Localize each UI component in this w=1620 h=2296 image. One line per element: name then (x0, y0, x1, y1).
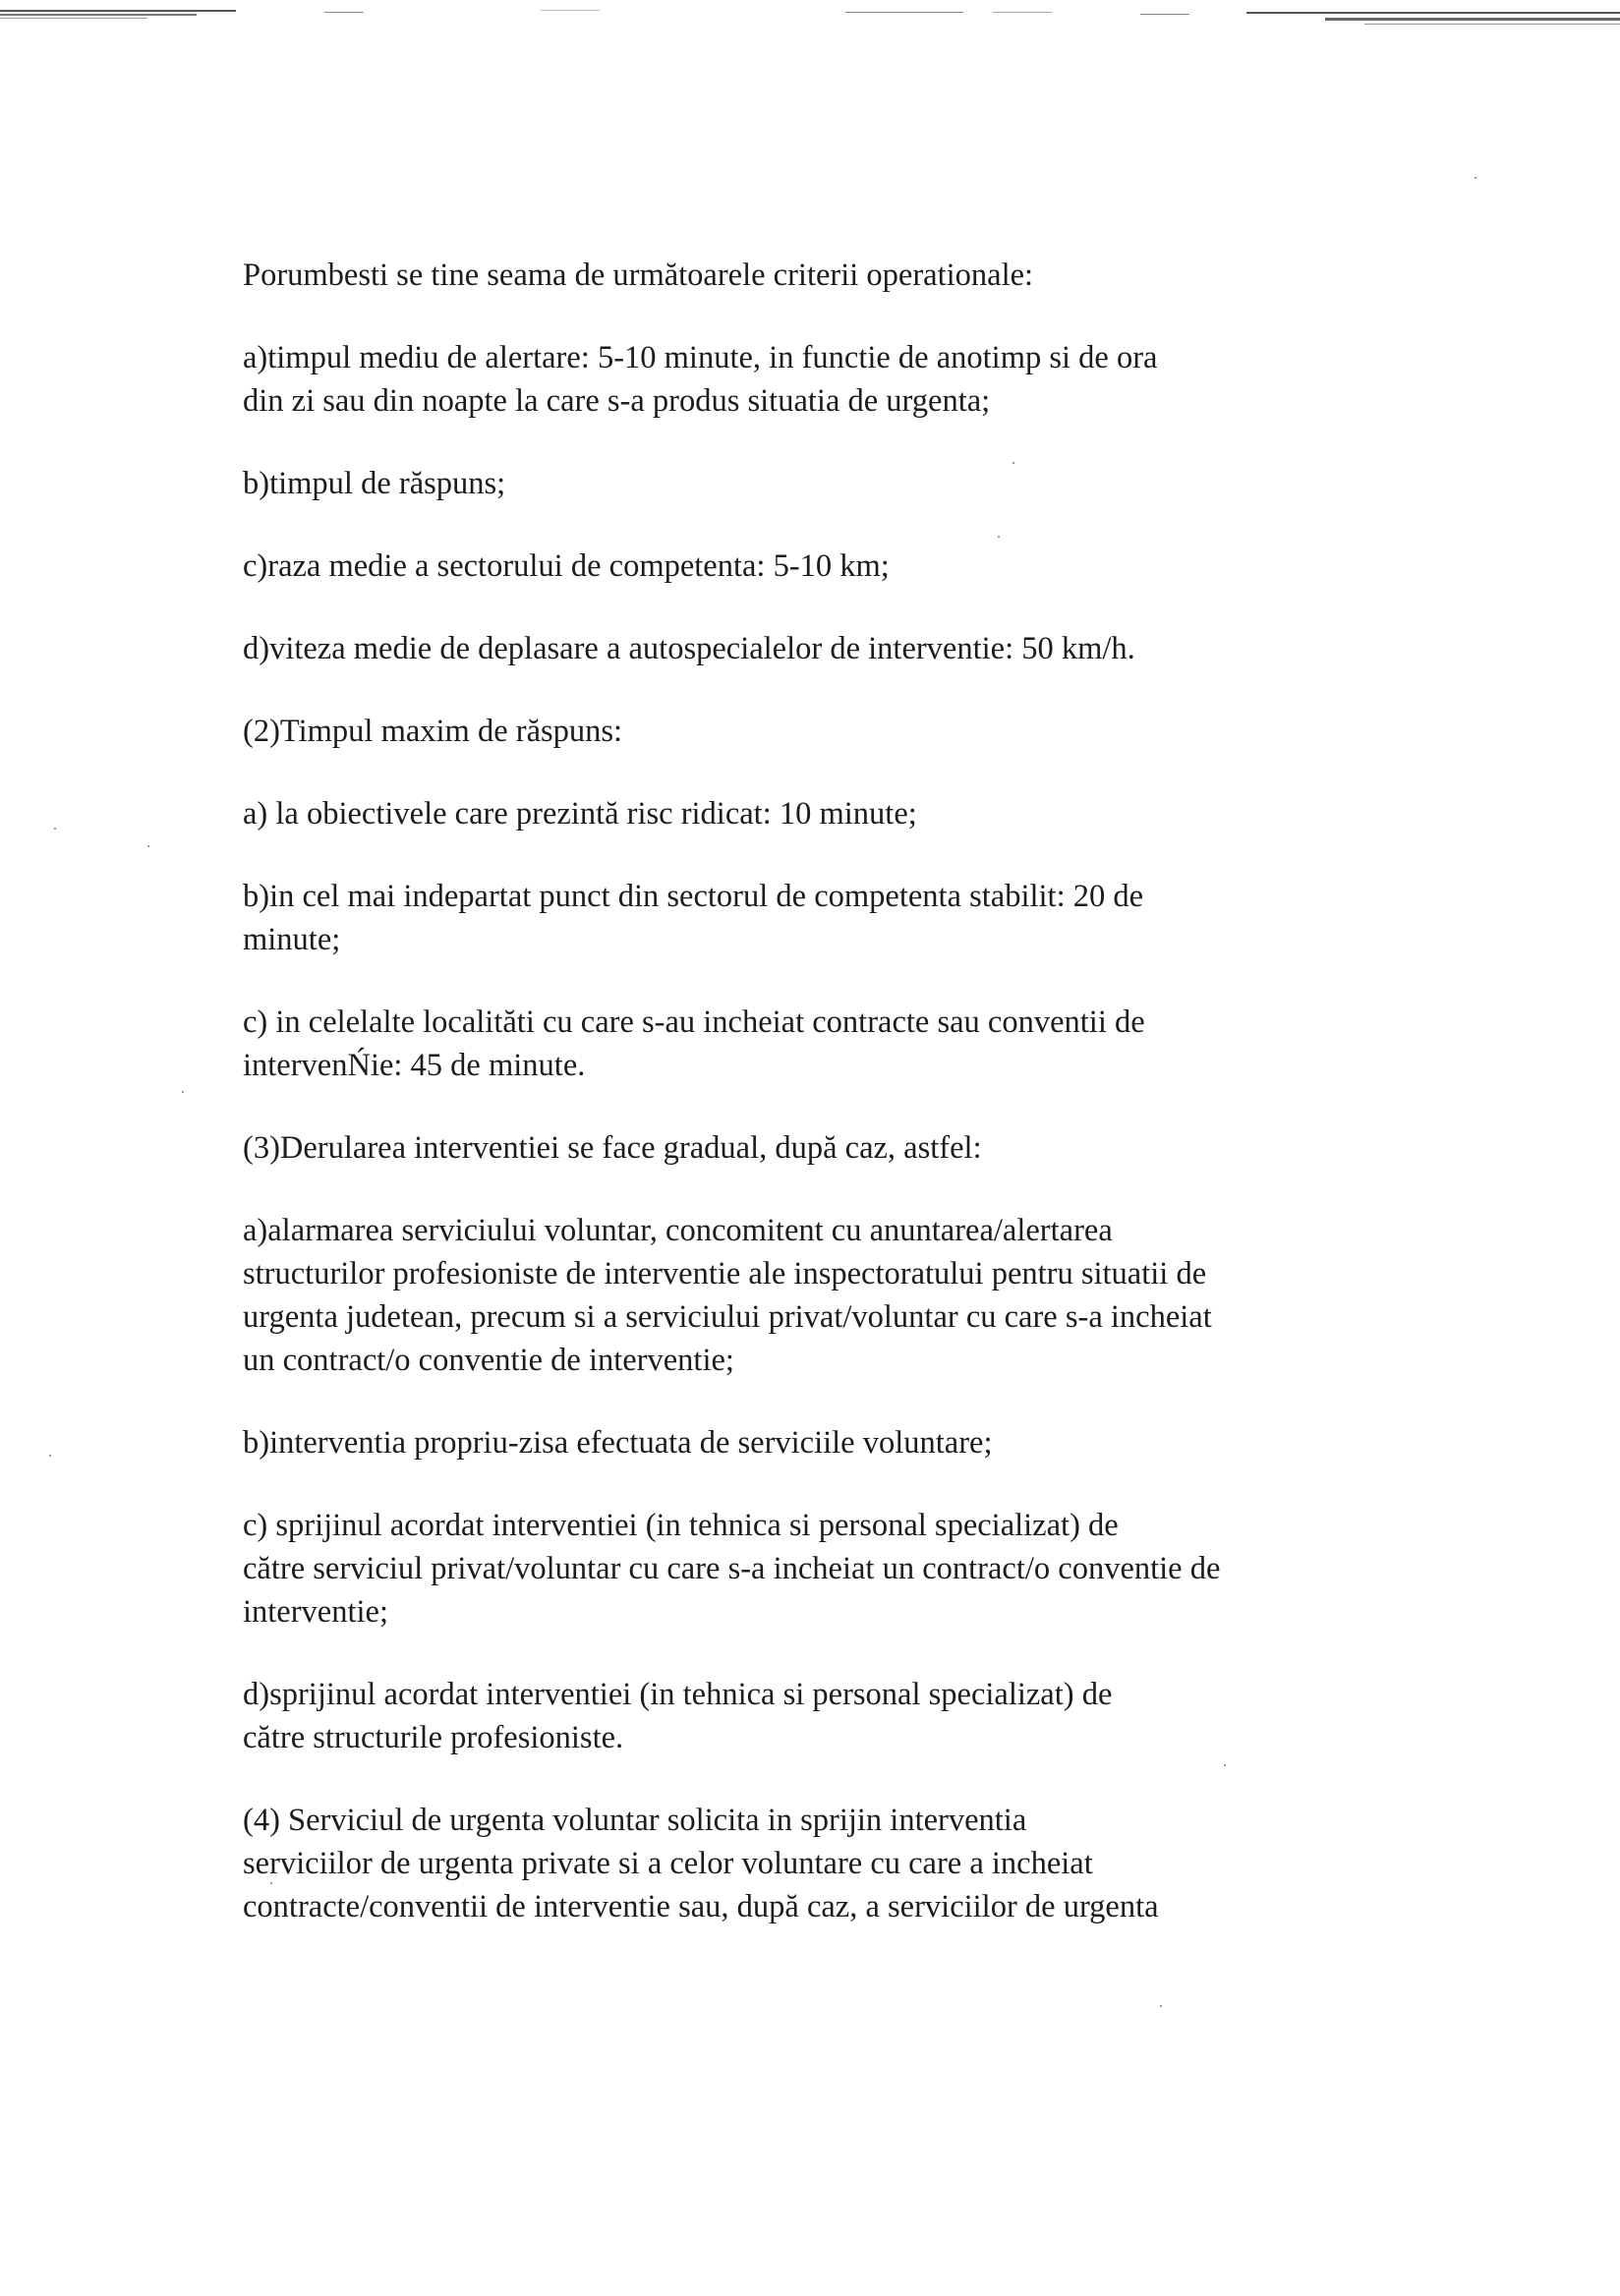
text-line: către serviciul privat/voluntar cu care s-a incheiat un contract/o conventie de (243, 1551, 1221, 1586)
paragraph-d-viteza (243, 627, 1373, 670)
text-line: a)alarmarea serviciului voluntar, concomitent cu anuntarea/alertarea (243, 1213, 1113, 1248)
text-line: (3)Derularea interventiei se face gradual, după caz, astfel: (243, 1130, 982, 1166)
scan-speck (147, 845, 149, 847)
scan-artifact-top-right (1246, 12, 1620, 33)
scan-speck (1475, 177, 1476, 179)
text-line: b)interventia propriu-zisa efectuata de serviciile voluntare; (243, 1425, 993, 1461)
scan-speck (49, 1455, 51, 1457)
text-line: d)viteza medie de deplasare a autospecialelor de interventie: 50 km/h. (243, 631, 1135, 666)
text-line: către structurile profesioniste. (243, 1720, 624, 1755)
text-line: contracte/conventii de interventie sau, după caz, a serviciilor de urgenta (243, 1889, 1159, 1924)
text-line: a) la obiectivele care prezintă risc ridicat: 10 minute; (243, 796, 917, 832)
scan-artifact-top-left (0, 10, 236, 24)
paragraph-p3-c (243, 1504, 1373, 1634)
paragraph-p4 (243, 1799, 1373, 1928)
paragraph-p2-a (243, 792, 1373, 835)
paragraph-p3-b (243, 1421, 1373, 1464)
document-body (243, 254, 1373, 1968)
scan-artifact-dash (324, 12, 364, 13)
paragraph-p3-d (243, 1673, 1373, 1759)
scan-speck (54, 828, 56, 830)
text-line: b)timpul de răspuns; (243, 466, 506, 501)
text-line: c) in celelalte localităti cu care s-au incheiat contracte sau conventii de (243, 1004, 1145, 1040)
text-line: din zi sau din noapte la care s-a produs situatia de urgenta; (243, 383, 991, 419)
text-line: Porumbesti se tine seama de următoarele criterii operationale: (243, 258, 1034, 293)
text-line: interventie; (243, 1594, 388, 1630)
paragraph-a-alertare (243, 336, 1373, 423)
scan-artifact-dash (541, 10, 600, 11)
paragraph-b-raspuns (243, 462, 1373, 505)
text-line: d)sprijinul acordat interventiei (in tehnica si personal specializat) de (243, 1677, 1113, 1712)
text-line: intervenŃie: 45 de minute. (243, 1048, 586, 1083)
paragraph-c-raza (243, 545, 1373, 588)
scan-artifact-dash (845, 12, 963, 13)
text-line: urgenta judetean, precum si a serviciului privat/voluntar cu care s-a incheiat (243, 1299, 1212, 1335)
text-line: minute; (243, 922, 341, 957)
paragraph-p3-title (243, 1126, 1373, 1170)
text-line: c)raza medie a sectorului de competenta: 5-10 km; (243, 548, 890, 584)
text-line: b)in cel mai indepartat punct din sectorul de competenta stabilit: 20 de (243, 879, 1144, 914)
paragraph-p2-b (243, 875, 1373, 961)
text-line: un contract/o conventie de interventie; (243, 1343, 734, 1378)
scan-speck (182, 1091, 184, 1093)
text-line: (4) Serviciul de urgenta voluntar solicita in sprijin interventia (243, 1803, 1027, 1838)
paragraph-intro (243, 254, 1373, 297)
text-line: serviciilor de urgenta private si a celor voluntare cu care a incheiat (243, 1846, 1093, 1881)
text-line: a)timpul mediu de alertare: 5-10 minute, in functie de anotimp si de ora (243, 340, 1158, 375)
paragraph-p3-a (243, 1209, 1373, 1382)
paragraph-p2-title (243, 710, 1373, 753)
scan-artifact-dash (1140, 14, 1189, 15)
scan-speck (1160, 2005, 1162, 2007)
paragraph-p2-c (243, 1001, 1373, 1087)
scan-artifact-dash (993, 12, 1052, 13)
text-line: structurilor profesioniste de interventie ale inspectoratului pentru situatii de (243, 1256, 1207, 1292)
text-line: (2)Timpul maxim de răspuns: (243, 714, 623, 749)
text-line: c) sprijinul acordat interventiei (in tehnica si personal specializat) de (243, 1508, 1119, 1543)
